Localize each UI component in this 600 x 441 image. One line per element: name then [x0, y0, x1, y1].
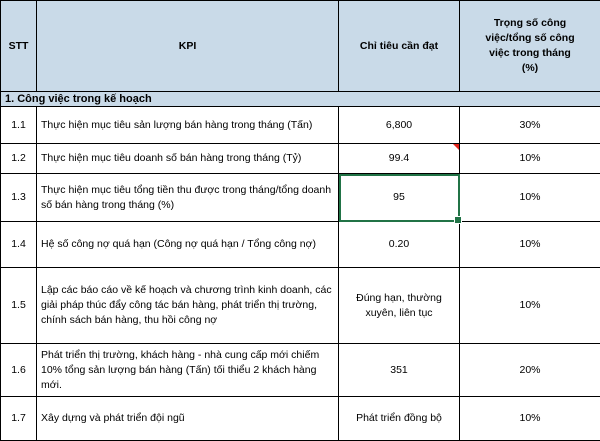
section-row [1, 92, 600, 107]
cell-stt[interactable]: 1.7 [1, 397, 37, 441]
cell-target[interactable] [339, 144, 460, 174]
table-row [1, 222, 600, 268]
table-row [1, 174, 600, 222]
header-target[interactable]: Chỉ tiêu cần đạt [339, 1, 460, 92]
cell-weight[interactable]: 30% [460, 107, 600, 144]
cell-kpi[interactable]: Thực hiện mục tiêu doanh số bán hàng trong tháng (Tỷ) [37, 144, 339, 174]
cell-target[interactable]: 6,800 [339, 107, 460, 144]
cell-weight[interactable]: 10% [460, 144, 600, 174]
cell-kpi[interactable]: Xây dựng và phát triển đội ngũ [37, 397, 339, 441]
comment-indicator-icon[interactable] [453, 144, 459, 150]
cell-stt[interactable]: 1.2 [1, 144, 37, 174]
table-row [1, 397, 600, 441]
table-row [1, 107, 600, 144]
cell-weight[interactable]: 10% [460, 174, 600, 222]
table-row [1, 268, 600, 344]
cell-kpi[interactable]: Thực hiện mục tiêu tổng tiền thu được trong tháng/tổng doanh số bán hàng trong tháng (%) [37, 174, 339, 222]
cell-kpi[interactable]: Hệ số công nợ quá hạn (Công nợ quá hạn / Tổng công nợ) [37, 222, 339, 268]
cell-stt[interactable]: 1.3 [1, 174, 37, 222]
cell-target-selected[interactable] [339, 174, 460, 222]
header-row [1, 1, 600, 92]
cell-target-value: 95 [393, 191, 405, 203]
cell-weight[interactable]: 10% [460, 222, 600, 268]
cell-target[interactable]: Phát triển đồng bộ [339, 397, 460, 441]
cell-stt[interactable]: 1.6 [1, 344, 37, 397]
header-stt[interactable]: STT [1, 1, 37, 92]
cell-stt[interactable]: 1.4 [1, 222, 37, 268]
cell-kpi[interactable]: Phát triển thị trường, khách hàng - nhà cung cấp mới chiếm 10% tổng sản lượng bán hàng (Tấn) tối thiểu 2 khách hàng mới. [37, 344, 339, 397]
cell-weight[interactable]: 20% [460, 344, 600, 397]
header-weight[interactable]: Trọng số công việc/tổng số công việc trong tháng (%) [460, 1, 600, 92]
cell-kpi[interactable]: Lập các báo cáo về kế hoạch và chương trình kinh doanh, các giải pháp thúc đẩy công tác bán hàng, phát triển thị trường, chính sách bán hàng, thu hồi công nợ [37, 268, 339, 344]
cell-stt[interactable]: 1.1 [1, 107, 37, 144]
cell-target[interactable]: 0.20 [339, 222, 460, 268]
header-kpi[interactable]: KPI [37, 1, 339, 92]
cell-weight[interactable]: 10% [460, 397, 600, 441]
cell-stt[interactable]: 1.5 [1, 268, 37, 344]
cell-kpi[interactable]: Thực hiện mục tiêu sản lượng bán hàng trong tháng (Tấn) [37, 107, 339, 144]
cell-target[interactable]: Đúng hạn, thường xuyên, liên tục [339, 268, 460, 344]
cell-target-value: 99.4 [389, 152, 409, 164]
table-row [1, 144, 600, 174]
cell-weight[interactable]: 10% [460, 268, 600, 344]
section-title[interactable]: 1. Công việc trong kế hoạch [1, 92, 600, 107]
fill-handle[interactable] [454, 216, 462, 224]
cell-target[interactable]: 351 [339, 344, 460, 397]
table-row [1, 344, 600, 397]
